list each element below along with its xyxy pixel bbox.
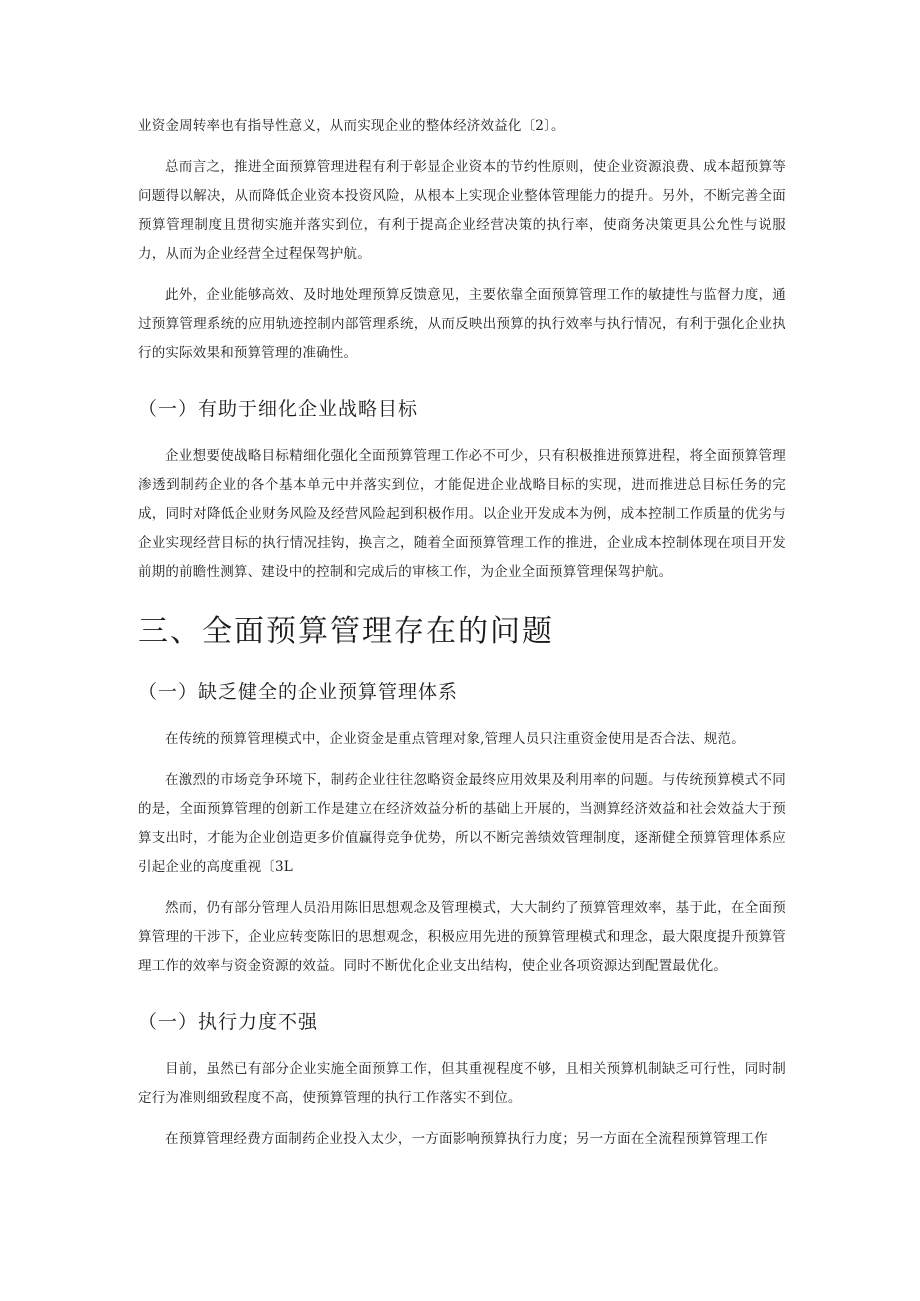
paragraph: 在传统的预算管理模式中，企业资金是重点管理对象,管理人员只注重资金使用是否合法、规范。 bbox=[165, 731, 745, 747]
document-page bbox=[138, 112, 786, 1166]
paragraph: 在预算管理经费方面制药企业投入太少，一方面影响预算执行力度；另一方面在全流程预算管理工作 bbox=[165, 1131, 768, 1147]
section-heading: 三、全面预算管理存在的问题 bbox=[138, 614, 554, 649]
paragraph: 总而言之，推进全面预算管理进程有利于彰显企业资本的节约性原则，使企业资源浪费、成本超预算等问题得以解决，从而降低企业资本投资风险，从根本上实现企业整体管理能力的提升。另外，不断完善全面预算管理制度且贯彻实施并落实到位，有利于提高企业经营决策的执行率，使商务决策更具公允性与说服力，从而为企业经营全过程保驾护航。 bbox=[138, 159, 786, 262]
section-subheading: （一）执行力度不强 bbox=[138, 1011, 319, 1033]
paragraph: 然而，仍有部分管理人员沿用陈旧思想观念及管理模式，大大制约了预算管理效率，基于此，在全面预算管理的干涉下，企业应转变陈旧的思想观念，积极应用先进的预算管理模式和理念，最大限度提升预算管理工作的效率与资金资源的效益。同时不断优化企业支出结构，使企业各项资源达到配置最优化。 bbox=[138, 900, 786, 974]
paragraph: 企业想要使战略目标精细化强化全面预算管理工作必不可少，只有积极推进预算进程，将全面预算管理渗透到制药企业的各个基本单元中并落实到位，才能促进企业战略目标的实现，进而推进总目标任务的完成，同时对降低企业财务风险及经营风险起到积极作用。以企业开发成本为例，成本控制工作质量的优劣与企业实现经营目标的执行情况挂钩，换言之，随着全面预算管理工作的推进，企业成本控制体现在项目开发前期的前瞻性测算、建设中的控制和完成后的审核工作，为企业全面预算管理保驾护航。 bbox=[138, 448, 786, 580]
paragraph: 业资金周转率也有指导性意义，从而实现企业的整体经济效益化〔2〕。 bbox=[138, 118, 565, 134]
paragraph: 在激烈的市场竞争环境下，制药企业往往忽略资金最终应用效果及利用率的问题。与传统预算模式不同的是，全面预算管理的创新工作是建立在经济效益分析的基础上开展的，当测算经济效益和社会效益大于预算支出时，才能为企业创造更多价值赢得竞争优势，所以不断完善绩效管理制度，逐渐健全预算管理体系应引起企业的高度重视〔3L bbox=[138, 772, 786, 875]
paragraph: 目前，虽然已有部分企业实施全面预算工作，但其重视程度不够，且相关预算机制缺乏可行性，同时制定行为准则细致程度不高，使预算管理的执行工作落实不到位。 bbox=[138, 1061, 786, 1106]
paragraph: 此外，企业能够高效、及时地处理预算反馈意见，主要依靠全面预算管理工作的敏捷性与监督力度，通过预算管理系统的应用轨迹控制内部管理系统，从而反映出预算的执行效率与执行情况，有利于强化企业执行的实际效果和预算管理的准确性。 bbox=[138, 287, 786, 361]
section-subheading: （一）缺乏健全的企业预算管理体系 bbox=[138, 681, 459, 703]
section-subheading: （一）有助于细化企业战略目标 bbox=[138, 398, 419, 420]
